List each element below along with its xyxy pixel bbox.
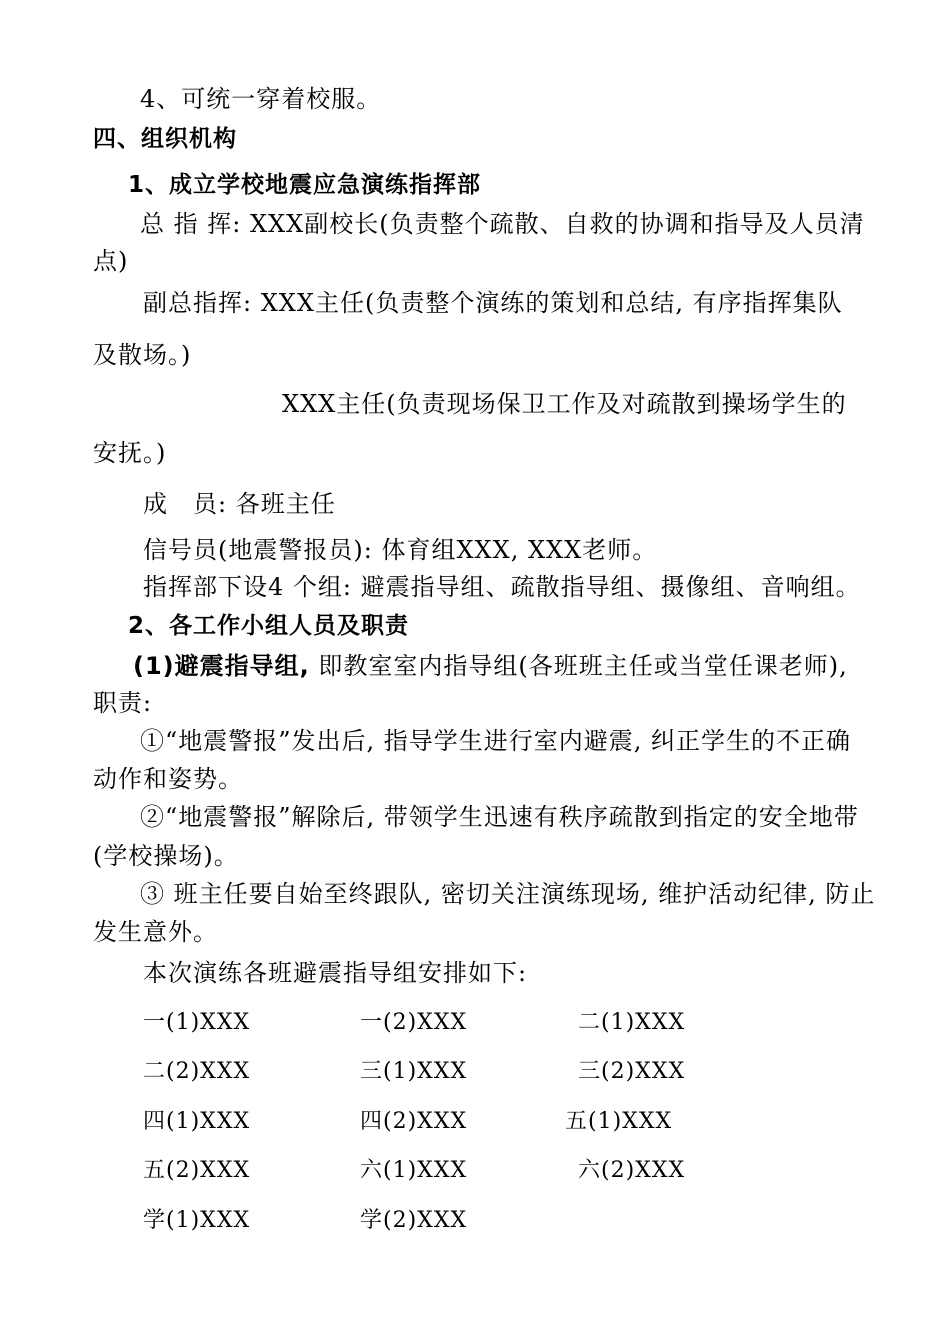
class-assignment: 学(2)XXX bbox=[360, 1208, 468, 1233]
class-assignment: 六(2)XXX bbox=[578, 1158, 686, 1183]
group1-line bbox=[133, 651, 848, 681]
deputy-commander-line-cont: 及散场。) bbox=[93, 341, 192, 369]
class-assignment: 五(1)XXX bbox=[565, 1109, 673, 1134]
signalman-line: 信号员(地震警报员): 体育组XXX, XXX老师。 bbox=[143, 536, 658, 564]
subgroups-line: 指挥部下设4 个组: 避震指导组、疏散指导组、摄像组、音响组。 bbox=[143, 573, 861, 601]
arrangement-intro: 本次演练各班避震指导组安排如下: bbox=[143, 959, 528, 987]
class-assignment: 四(1)XXX bbox=[143, 1109, 251, 1134]
duty-1-cont: 动作和姿势。 bbox=[93, 765, 243, 793]
members-line: 成 员: 各班主任 bbox=[143, 490, 336, 518]
duty-2-cont: (学校操场)。 bbox=[93, 842, 239, 870]
commander-line: 总 指 挥: XXX副校长(负责整个疏散、自救的协调和指导及人员清 bbox=[140, 210, 865, 238]
duties-label: 职责: bbox=[93, 689, 153, 717]
group1-title: (1)避震指导组, bbox=[133, 652, 310, 680]
class-assignment: 二(1)XXX bbox=[578, 1010, 686, 1035]
subheading-groups: 2、各工作小组人员及职责 bbox=[128, 613, 410, 639]
class-assignment: 一(2)XXX bbox=[360, 1010, 468, 1035]
security-director-line: XXX主任(负责现场保卫工作及对疏散到操场学生的 bbox=[282, 390, 847, 418]
section-heading-organization: 四、组织机构 bbox=[93, 126, 237, 152]
duty-2: ②“地震警报”解除后, 带领学生迅速有秩序疏散到指定的安全地带 bbox=[140, 803, 859, 831]
class-assignment: 三(1)XXX bbox=[360, 1059, 468, 1084]
duty-3: ③ 班主任要自始至终跟队, 密切关注演练现场, 维护活动纪律, 防止 bbox=[140, 880, 876, 908]
duty-1: ①“地震警报”发出后, 指导学生进行室内避震, 纠正学生的不正确 bbox=[140, 727, 852, 755]
commander-line-cont: 点) bbox=[93, 247, 129, 275]
class-assignment: 六(1)XXX bbox=[360, 1158, 468, 1183]
class-assignment: 学(1)XXX bbox=[143, 1208, 251, 1233]
paragraph-uniform: 4、可统一穿着校服。 bbox=[140, 85, 382, 113]
class-assignment: 四(2)XXX bbox=[360, 1109, 468, 1134]
group1-desc: 即教室室内指导组(各班班主任或当堂任课老师), bbox=[309, 652, 848, 680]
class-assignment: 一(1)XXX bbox=[143, 1010, 251, 1035]
subheading-command: 1、成立学校地震应急演练指挥部 bbox=[128, 172, 482, 198]
class-assignment: 二(2)XXX bbox=[143, 1059, 251, 1084]
deputy-commander-line: 副总指挥: XXX主任(负责整个演练的策划和总结, 有序指挥集队 bbox=[143, 289, 843, 317]
security-director-line-cont: 安抚。) bbox=[93, 439, 167, 467]
duty-3-cont: 发生意外。 bbox=[93, 918, 218, 946]
class-assignment: 三(2)XXX bbox=[578, 1059, 686, 1084]
class-assignment: 五(2)XXX bbox=[143, 1158, 251, 1183]
